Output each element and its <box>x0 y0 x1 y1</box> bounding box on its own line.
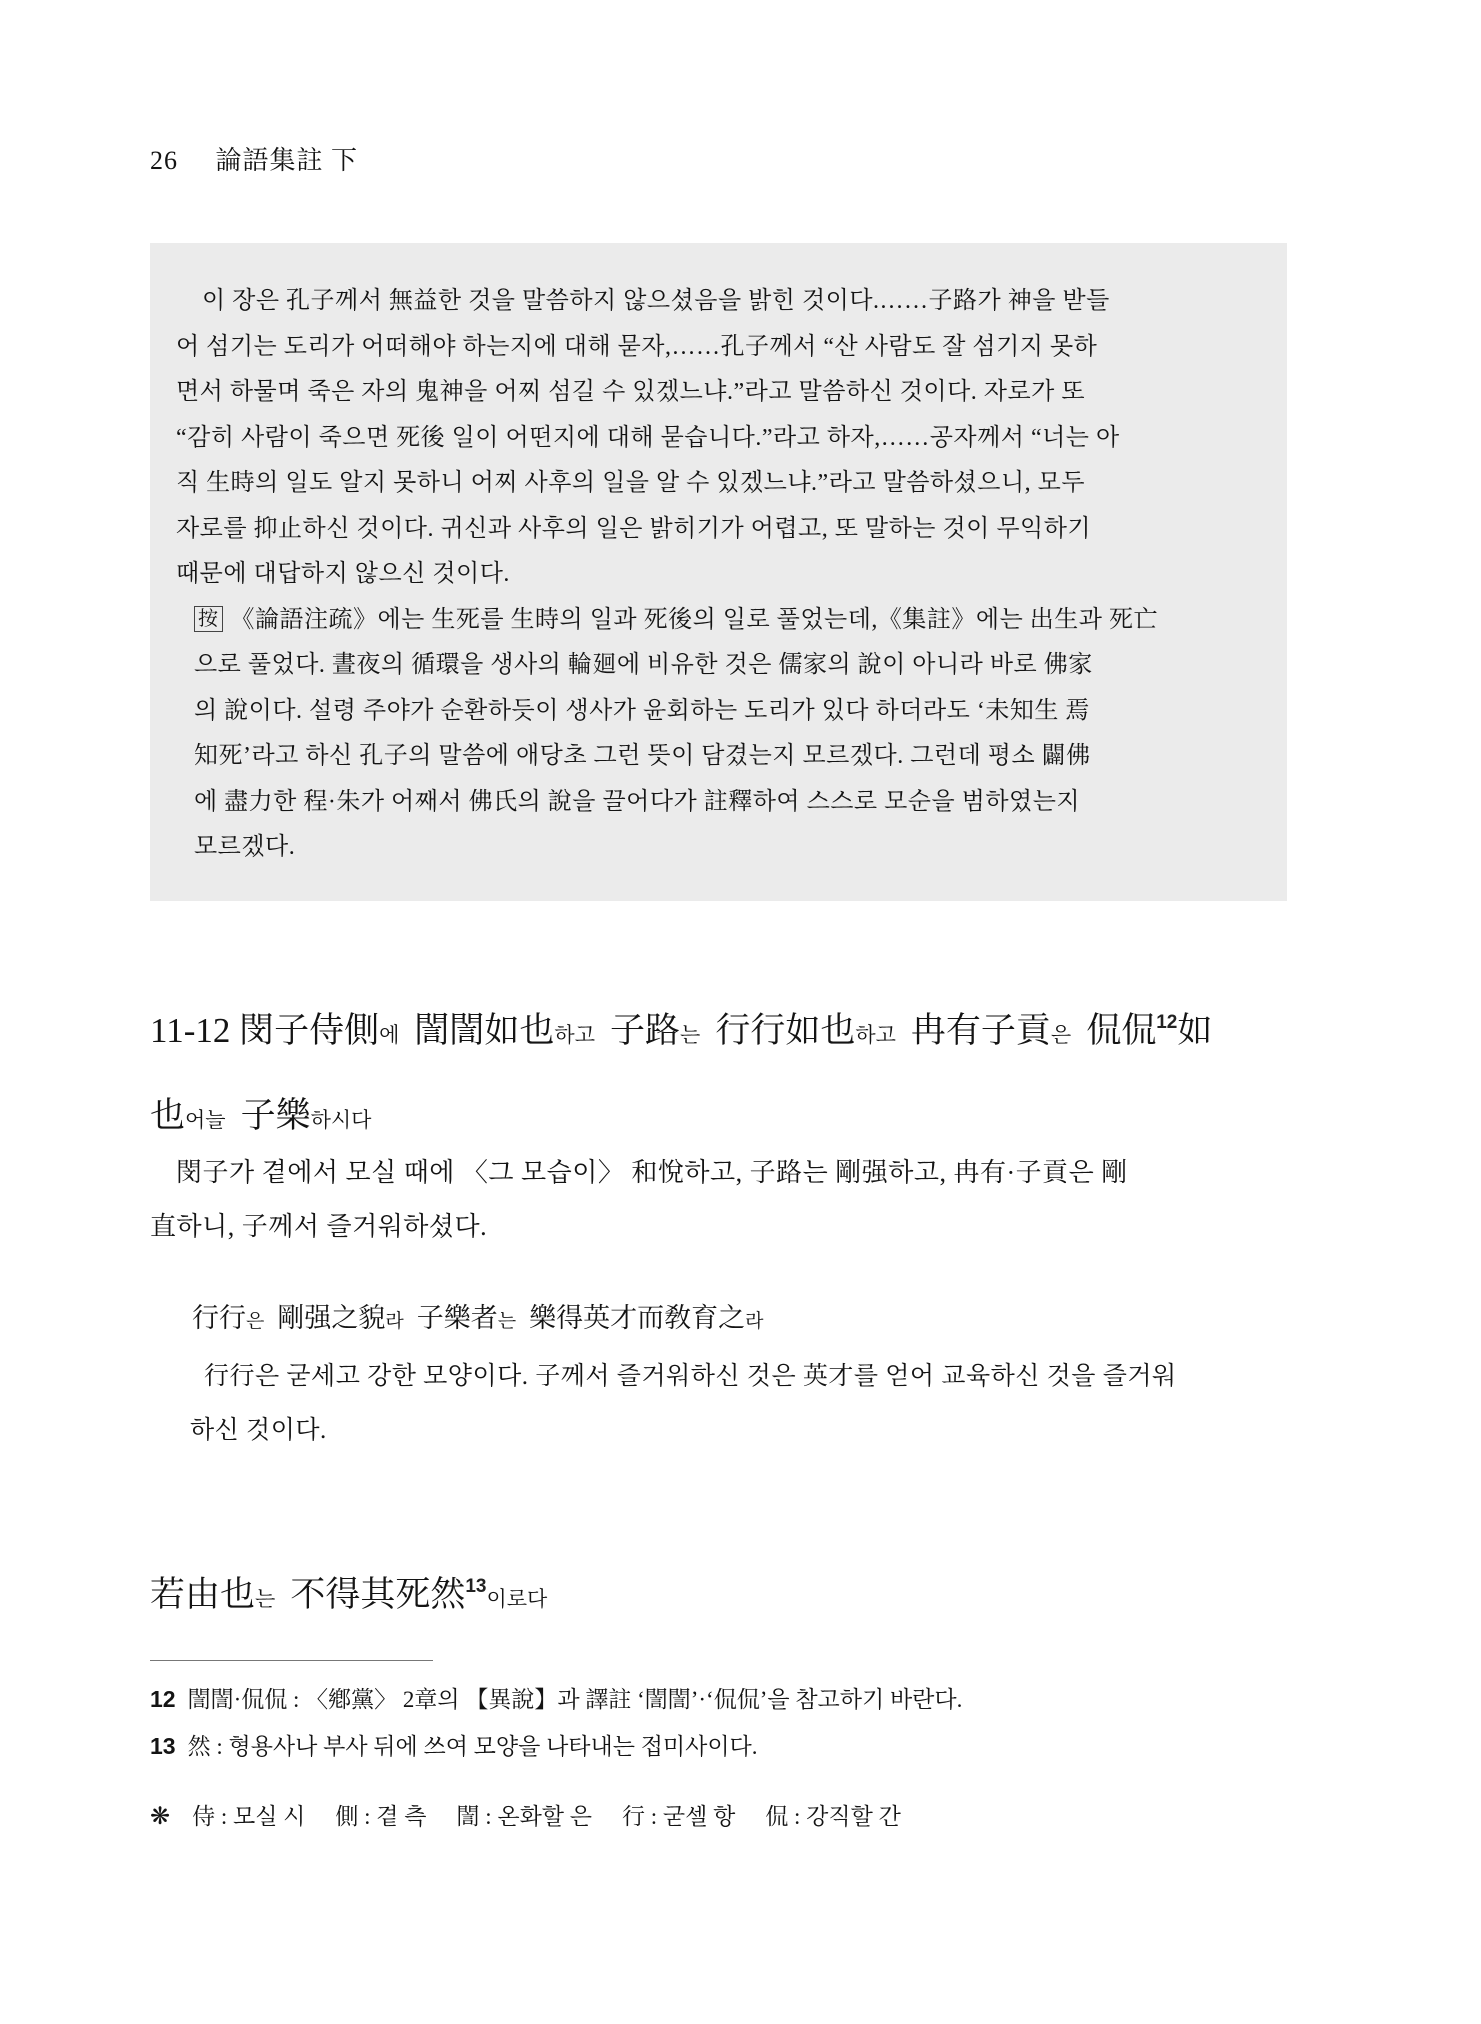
text-line: 자로를 抑止하신 것이다. 귀신과 사후의 일은 밝히기가 어렵고, 또 말하는 것이 무익하기 <box>176 515 1092 542</box>
particle: 는 <box>680 1023 701 1047</box>
korean-translation <box>150 1146 1128 1254</box>
text-line: 直하니, 子께서 즐거워하셨다. <box>150 1212 488 1241</box>
passage-text: 子路 <box>610 1011 681 1050</box>
particle: 어늘 <box>185 1108 226 1132</box>
particle: 하고 <box>554 1023 595 1047</box>
text-line <box>194 598 1247 644</box>
page-number: 26 <box>150 146 178 175</box>
text-line: 직 生時의 일도 알지 못하니 어찌 사후의 일을 알 수 있겠느냐.”라고 말씀하셨으니, 모두 <box>176 470 1086 496</box>
gloss-item: 側 : 곁 측 <box>335 1804 427 1829</box>
text-line: “감히 사람이 죽으면 死後 일이 어떤지에 대해 묻습니다.”라고 하자,……공자께서 “너는 아 <box>176 424 1120 451</box>
passage-text: 侃侃 <box>1086 1011 1157 1050</box>
passage-heading-next <box>150 1556 562 1641</box>
passage-text: 冉有子貢 <box>910 1011 1051 1050</box>
footnote-ref-12: 12 <box>1156 1012 1178 1033</box>
particle: 는 <box>497 1311 517 1332</box>
footnote-number: 13 <box>150 1733 176 1759</box>
text-line: 知死’라고 하신 孔子의 말씀에 애당초 그런 뜻이 담겼는지 모르겠다. 그런데 평소 闢佛 <box>194 743 1091 769</box>
text-line: 하신 것이다. <box>190 1417 327 1444</box>
chinese-annotation <box>192 1296 776 1335</box>
passage-text: 11-12 閔子侍側 <box>150 1011 380 1050</box>
particle: 는 <box>255 1587 276 1611</box>
text-line: 의 說이다. 설령 주야가 순환하듯이 생사가 윤회하는 도리가 있다 하더라도 ‘未知生 焉 <box>194 697 1090 724</box>
passage-text: 子樂 <box>240 1096 311 1135</box>
text-line: 때문에 대답하지 않으신 것이다. <box>176 561 510 587</box>
commentary-paragraph-1 <box>176 279 1247 598</box>
footnote-text: 然 : 형용사나 부사 뒤에 쓰여 모양을 나타내는 접미사이다. <box>187 1734 758 1759</box>
annotation-text: 行行 <box>192 1303 246 1333</box>
passage-text: 如 <box>1177 1011 1213 1050</box>
passage-text: 不得其死然 <box>290 1575 466 1614</box>
footnote-ref-13: 13 <box>465 1576 487 1597</box>
particle: 라 <box>745 1311 764 1332</box>
passage-text: 也 <box>150 1096 186 1135</box>
text-line: 行行은 굳세고 강한 모양이다. 子께서 즐거워하신 것은 英才를 얻어 교육하신 것을 즐거워 <box>204 1363 1177 1390</box>
commentary-paragraph-2 <box>194 598 1247 871</box>
passage-text: 行行如也 <box>715 1011 856 1050</box>
annotation-text: 樂得英才而敎育之 <box>529 1303 746 1333</box>
annotation-text: 子樂者 <box>416 1303 498 1333</box>
page-header <box>150 140 358 177</box>
text-line: 에 盡力한 程·朱가 어째서 佛氏의 說을 끌어다가 註釋하여 스스로 모순을 범하였는지 <box>194 788 1081 815</box>
particle: 에 <box>379 1023 400 1047</box>
text-line: 閔子가 곁에서 모실 때에 〈그 모습이〉 和悅하고, 子路는 剛强하고, 冉有·子貢은 剛 <box>176 1158 1128 1187</box>
book-title: 論語集註 下 <box>215 146 359 175</box>
gloss-item: 誾 : 온화할 은 <box>456 1804 592 1829</box>
text-line: 면서 하물며 죽은 자의 鬼神을 어찌 섬길 수 있겠느냐.”라고 말씀하신 것이다. 자로가 또 <box>176 379 1086 405</box>
passage-heading-11-12 <box>150 992 1212 1162</box>
footnote-13 <box>150 1723 962 1770</box>
passage-heading-line-1 <box>150 992 1212 1077</box>
text-line: 어 섬기는 도리가 어떠해야 하는지에 대해 묻자,……孔子께서 “산 사람도 잘 섬기지 못하 <box>176 333 1098 360</box>
annotation-commentary <box>190 1350 1177 1458</box>
annotation-text: 剛强之貌 <box>277 1303 386 1333</box>
text-line: 이 장은 孔子께서 無益한 것을 말씀하지 않으셨음을 밝힌 것이다.……子路가 神을 받들 <box>202 288 1110 314</box>
footnote-12 <box>150 1676 962 1723</box>
text-line: 모르겠다. <box>194 834 296 860</box>
text-line: 으로 풀었다. 晝夜의 循環을 생사의 輪廻에 비유한 것은 儒家의 說이 아니라 바로 佛家 <box>194 652 1093 678</box>
footnote-text: 誾誾·侃侃 : 〈鄕黨〉 2章의 【異說】과 譯註 ‘誾誾’·‘侃侃’을 참고하기 바란다. <box>187 1687 963 1712</box>
particle: 라 <box>385 1311 404 1332</box>
particle: 하고 <box>855 1023 896 1047</box>
footnote-divider <box>150 1660 433 1661</box>
particle: 은 <box>1050 1023 1072 1047</box>
character-gloss-line <box>150 1798 931 1831</box>
footnotes <box>150 1676 962 1770</box>
gloss-item: 行 : 굳셀 항 <box>622 1804 736 1829</box>
passage-text: 若由也 <box>150 1575 256 1614</box>
gloss-item: 侃 : 강직할 간 <box>765 1804 901 1829</box>
flower-asterisk-icon: ❋ <box>150 1804 171 1830</box>
commentary-box <box>150 243 1287 901</box>
annotation-marker-an: 按 <box>194 606 223 632</box>
passage-text: 誾誾如也 <box>414 1011 555 1050</box>
particle: 은 <box>246 1311 265 1332</box>
gloss-item: 侍 : 모실 시 <box>192 1804 306 1829</box>
footnote-number: 12 <box>150 1686 176 1712</box>
particle: 이로다 <box>486 1587 548 1611</box>
text-segment: 《論語注疏》에는 生死를 生時의 일과 死後의 일로 풀었는데,《集註》에는 出生과 死亡 <box>230 606 1158 633</box>
particle: 하시다 <box>310 1108 372 1132</box>
